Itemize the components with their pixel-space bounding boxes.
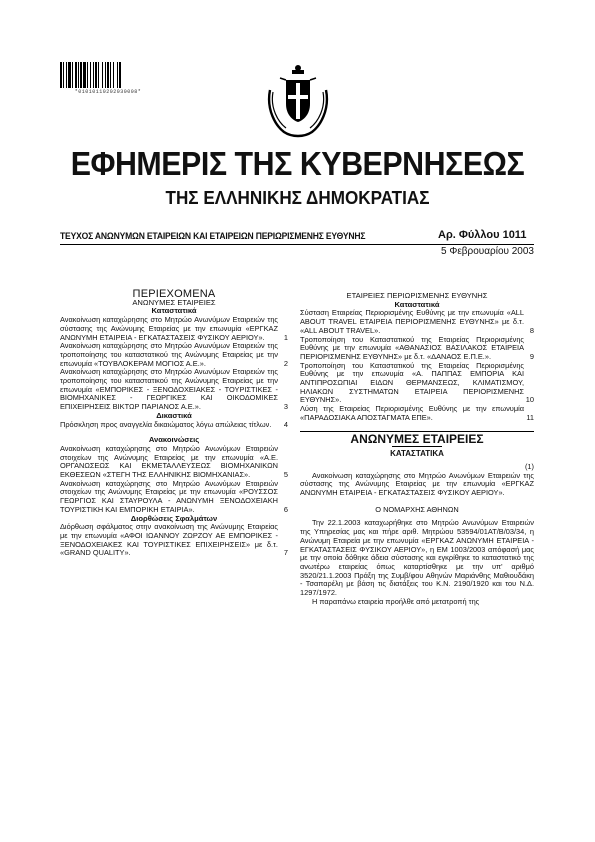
diorthoseis-heading: Διορθώσεις Σφαλμάτων	[130, 513, 218, 523]
katastatika-heading: Καταστατικά	[151, 306, 197, 316]
contents-entry	[60, 368, 288, 412]
contents-entry-page: 3	[283, 402, 288, 412]
contents-entry-page: 2	[283, 358, 288, 368]
contents-entry-text: Πρόσκληση προς αναγγελία δικαιώματος λόγω απώλειας τίτλων.	[60, 419, 272, 429]
contents-entry-text: Ανακοίνωση καταχώρησης στο Μητρώο Ανωνύμων Εταιρειών της σύστασης της Ανώνυμης Εταιρείας με την επωνυμία «ΕΡΓΚΑΖ ΑΝΩΝΥΜΗ ΕΤΑΙΡΕΙΑ - ΕΓΚΑΤΑΣΤΑΣΕΙΣ ΦΥΣΙΚΟΥ ΑΕΡΙΟΥ».	[60, 315, 278, 342]
contents-entry-page: 11	[526, 412, 534, 422]
contents-entry-text: Σύσταση Εταιρείας Περιορισμένης Ευθύνης με την επωνυμία «ALL ABOUT TRAVEL ΕΤΑΙΡΕΙΑ ΠΕΡΙΟΡΙΣΜΕΝΗΣ ΕΥΘΥΝΗΣ» με δ.τ. «ALL ABOUT TRAVEL».	[300, 308, 524, 335]
body-paragraph-1: Την 22.1.2003 καταχωρήθηκε στο Μητρώο Ανωνύμων Εταιρειών της Υπηρεσίας μας και πήρε αριθ. Μητρώου 53594/01AT/B/03/34, η Ανώνυμη Εταιρεία με την επωνυμία «ΕΡΓΚΑΖ ΑΝΩΝΥΜΗ ΕΤΑΙΡΕΙΑ - ΕΓΚΑΤΑΣΤΑΣΕΙΣ ΦΥΣΙΚΟΥ ΑΕΡΙΟΥ», η ΕΜ 1003/2003 απόφασή μας με την οποία δόθηκε άδεια σύστασης και εγκρίθηκε το καταστατικό της ανωτέρω εταιρείας όπως καταρτίσθηκε με την υπ' αριθμό 3520/21.1.2003 Πράξη της Συμβ/φου Αθηνών Μαριάνθης Μαθιουδάκη - Τσαπαρέλη με βάση τις διατάξεις του Κ.Ν. 2190/1920 και του Ν.Δ. 1297/1972.	[300, 518, 534, 598]
contents-entry-page: 7	[283, 548, 288, 558]
contents-entry	[300, 405, 534, 422]
contents-entry-page: 9	[529, 351, 534, 361]
greek-coat-of-arms-icon	[262, 60, 334, 140]
contents-entry	[300, 309, 534, 335]
body-subsection-heading: ΚΑΤΑΣΤΑΤΙΚΑ	[390, 449, 444, 459]
contents-entry	[60, 445, 288, 480]
contents-entry-text: Διόρθωση σφάλματος στην ανακοίνωση της Ανώνυμης Εταιρείας με την επωνυμία «ΑΦΟΙ ΙΩΑΝΝΟΥ ΖΩΡΖΟΥ ΑΕ ΕΜΠΟΡΙΚΕΣ - ΞΕΝΟΔΟΧΕΙΑΚΕΣ ΚΑΙ ΤΟΥΡΙΣΤΙΚΕΣ ΕΠΙΧΕΙΡΗΣΕΙΣ» με δ.τ. «GRAND QUALITY».	[60, 522, 278, 558]
contents-entry-text: Ανακοίνωση καταχώρησης στο Μητρώο Ανωνύμων Εταιρειών της τροποποίησης του καταστατικού της Ανώνυμης Εταιρείας με την επωνυμία «ΤΟΥΒΛΟΚΕΡΑΜ ΜΟΓΙΟΣ Α.Ε.».	[60, 341, 278, 368]
signer-heading: Ο ΝΟΜΑΡΧΗΣ ΑΘΗΝΩΝ	[375, 504, 459, 514]
contents-entry-page: 10	[525, 395, 534, 405]
contents-entry	[300, 362, 534, 406]
issue-date: 5 Φεβρουαρίου 2003	[441, 246, 534, 257]
item-number: (1)	[524, 461, 534, 471]
contents-entry	[300, 336, 534, 362]
contents-entry	[60, 316, 288, 342]
contents-entry-text: Ανακοίνωση καταχώρησης στο Μητρώο Ανωνύμων Εταιρειών στοιχείων της Ανώνυμης Εταιρείας με την επωνυμία «ΡΟΥΣΣΟΣ ΓΕΩΡΓΙΟΣ ΚΑΙ ΣΤΑΥΡΟΥΛΑ - ΑΝΩΝΥΜΗ ΞΕΝΟΔΟΧΕΙΑΚΗ ΤΟΥΡΙΣΤΙΚΗ ΚΑΙ ΕΜΠΟΡΙΚΗ ΕΤΑΙΡΙΑ».	[60, 478, 278, 514]
contents-entry-text: Ανακοίνωση καταχώρησης στο Μητρώο Ανωνύμων Εταιρειών της τροποποίησης του καταστατικού της Ανώνυμης Εταιρείας με την επωνυμία «ΕΜΠΟΡΙΚΕΣ - ΞΕΝΟΔΟΧΕΙΑΚΕΣ - ΤΟΥΡΙΣΤΙΚΕΣ - ΒΙΟΜΗΧΑΝΙΚΕΣ - ΓΕΩΡΓΙΚΕΣ ΚΑΙ ΟΙΚΟΔΟΜΙΚΕΣ ΕΠΙΧΕΙΡΗΣΕΙΣ ΒΙΚΤΩΡ ΠΑΡΙΑΝΟΣ Α.Ε.».	[60, 367, 278, 412]
body-section-heading: ΑΝΩΝΥΜΕΣ ΕΤΑΙΡΕΙΕΣ	[350, 431, 484, 446]
epe-katastatika-heading: Καταστατικά	[394, 299, 440, 309]
item-title: Ανακοίνωση καταχώρησης στο Μητρώο Ανωνύμων Εταιρειών της σύστασης της Ανώνυμης Εταιρείας με την επωνυμία «ΕΡΓΚΑΖ ΑΝΩΝΥΜΗ ΕΤΑΙΡΕΙΑ - ΕΓΚΑΤΑΣΤΑΣΕΙΣ ΦΥΣΙΚΟΥ ΑΕΡΙΟΥ».	[300, 470, 534, 498]
ae-heading: ΑΝΩΝΥΜΕΣ ΕΤΑΙΡΕΙΕΣ	[132, 297, 216, 307]
right-column	[300, 292, 534, 607]
gazette-subtitle: ΤΗΣ ΕΛΛΗΝΙΚΗΣ ΔΗΜΟΚΡΑΤΙΑΣ	[165, 188, 430, 208]
issue-number: Αρ. Φύλλου 1011	[438, 229, 527, 241]
contents-entry	[60, 421, 288, 430]
contents-column	[60, 290, 288, 558]
contents-entry-page: 5	[283, 470, 288, 480]
anakoinoseis-heading: Ανακοινώσεις	[148, 435, 200, 445]
gazette-title: ΕΦΗΜΕΡΙΣ ΤΗΣ ΚΥΒΕΡΝΗΣΕΩΣ	[70, 145, 525, 182]
contents-entry-text: Τροποποίηση του Καταστατικού της Εταιρείας Περιορισμένης Ευθύνης με την επωνυμία «ΑΘΑΝΑΣΙΟΣ ΒΑΣΙΛΑΚΟΣ ΕΤΑΙΡΕΙΑ ΠΕΡΙΟΡΙΣΜΕΝΗΣ ΕΥΘΥΝΗΣ» με δ.τ. «ΔΑΝΑΟΣ Ε.Π.Ε.».	[300, 334, 524, 361]
barcode-number: *01010110202030008*	[74, 89, 142, 95]
contents-entry	[60, 480, 288, 515]
contents-entry-page: 8	[529, 325, 534, 335]
epe-heading: ΕΤΑΙΡΕΙΕΣ ΠΕΡΙΩΡΙΣΜΕΝΗΣ ΕΥΘΥΝΗΣ	[346, 291, 488, 300]
section-rule	[392, 446, 442, 447]
contents-entry-page: 1	[283, 332, 288, 342]
contents-entry-page: 6	[283, 504, 288, 514]
contents-entry-text: Λύση της Εταιρείας Περιορισμένης Ευθύνης με την επωνυμία «ΠΑΡΑΔΟΣΙΑΚΑ ΑΠΟΣΤΑΓΜΑΤΑ ΕΠΕ».	[300, 404, 524, 422]
contents-entry-text: Ανακοίνωση καταχώρησης στο Μητρώο Ανωνύμων Εταιρειών στοιχείων της Ανώνυμης Εταιρείας με την επωνυμία «Α.Ε. ΟΡΓΑΝΩΣΕΩΣ ΚΑΙ ΕΚΜΕΤΑΛΛΕΥΣΕΩΣ ΒΙΟΜΗΧΑΝΙΚΩΝ ΕΚΘΕΣΕΩΝ «ΣΤΕΓΗ ΤΗΣ ΕΛΛΗΝΙΚΗΣ ΒΙΟΜΗΧΑΝΙΑΣ».	[60, 443, 278, 480]
body-paragraph-2: Η παραπάνω εταιρεία προήλθε από μετατροπή της	[312, 596, 480, 606]
dikastika-heading: Δικαστικά	[156, 410, 192, 420]
contents-entry-text: Τροποποίηση του Καταστατικού της Εταιρείας Περιορισμένης Ευθύνης με την επωνυμία «Α. ΠΑΠΠΑΣ ΕΜΠΟΡΙΑ ΚΑΙ ΑΝΤΙΠΡΟΣΩΠΙΑΙ ΕΙΔΩΝ ΘΕΡΜΑΝΣΕΩΣ, ΚΛΙΜΑΤΙΣΜΟΥ, ΗΛΙΑΚΩΝ ΣΥΣΤΗΜΑΤΩΝ ΕΤΑΙΡΕΙΑ ΠΕΡΙΟΡΙΣΜΕΝΗΣ ΕΥΘΥΝΗΣ».	[300, 360, 524, 405]
header-rule	[60, 244, 534, 245]
contents-entry	[60, 342, 288, 368]
barcode	[60, 62, 152, 88]
series-label: ΤΕΥΧΟΣ ΑΝΩΝΥΜΩΝ ΕΤΑΙΡΕΙΩΝ ΚΑΙ ΕΤΑΙΡΕΙΩΝ ΠΕΡΙΩΡΙΣΜΕΝΗΣ ΕΥΘΥΝΗΣ	[60, 231, 366, 242]
contents-entry-page: 4	[283, 419, 288, 429]
contents-heading: ΠΕΡΙΕΧΟΜΕΝΑ	[132, 288, 216, 300]
contents-entry	[60, 523, 288, 558]
